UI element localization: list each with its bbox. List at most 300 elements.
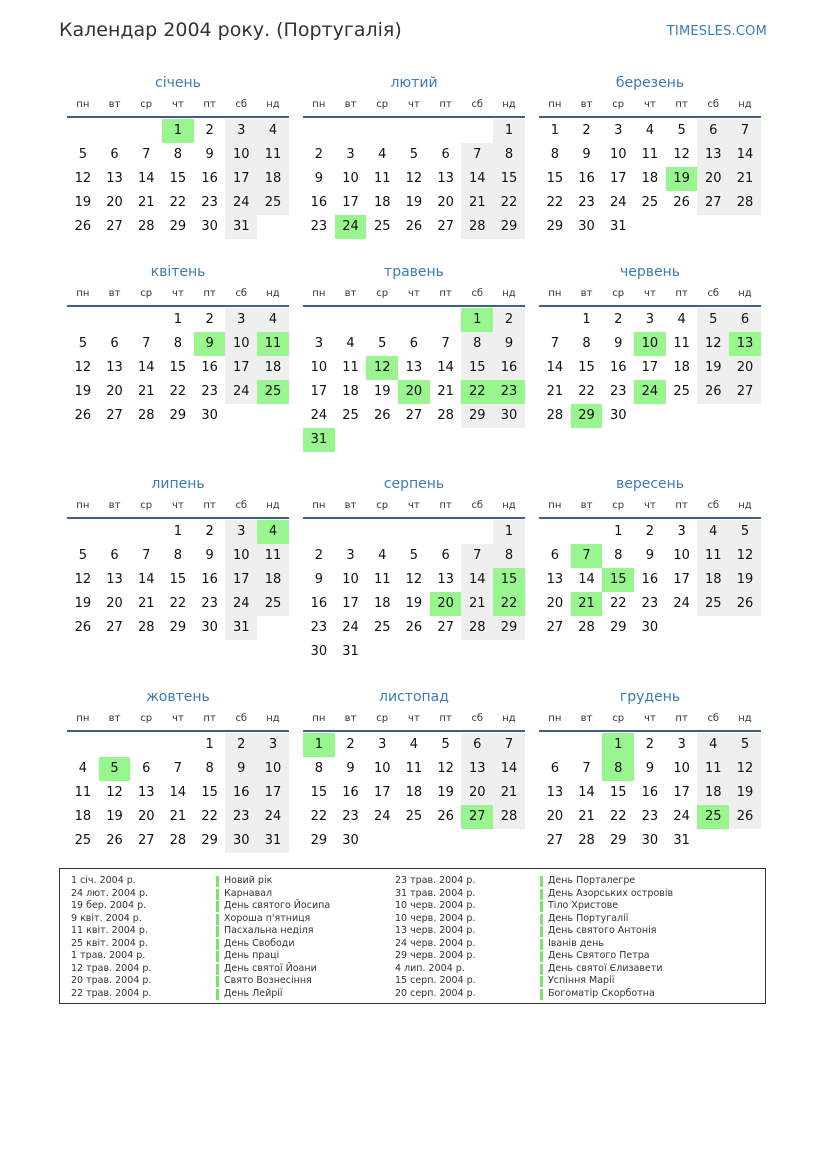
empty-cell: [130, 520, 162, 544]
empty-cell: [67, 520, 99, 544]
legend-marker: [216, 939, 219, 950]
day: 2: [582, 123, 591, 138]
weekday-label: пн: [548, 288, 562, 299]
weekday-label: сб: [235, 713, 248, 724]
empty-cell: [571, 520, 603, 544]
day: 2: [314, 548, 323, 563]
weekday-label: ср: [612, 500, 625, 511]
day: 13: [546, 785, 564, 800]
day: 2: [205, 312, 214, 327]
day: 14: [437, 360, 454, 375]
day: 28: [461, 215, 493, 239]
day: 8: [173, 147, 183, 162]
day: 24: [225, 592, 257, 616]
day-grid: [303, 520, 525, 664]
day: 26: [673, 195, 690, 210]
day: 14: [137, 572, 155, 587]
weekday-label: сб: [707, 500, 720, 511]
day: 23: [201, 596, 218, 611]
empty-cell: [539, 520, 571, 544]
day: 7: [461, 143, 493, 167]
weekday-label: чт: [408, 713, 420, 724]
weekday-label: сб: [471, 713, 484, 724]
day: 30: [609, 408, 627, 423]
holiday-day: 9: [194, 332, 226, 356]
day: 23: [201, 195, 218, 210]
day: 21: [461, 191, 493, 215]
day: 16: [201, 572, 218, 587]
day: 22: [493, 191, 525, 215]
day: 17: [609, 171, 627, 186]
day: 9: [205, 548, 214, 563]
month-name: березень: [615, 75, 685, 91]
day: 6: [697, 119, 729, 143]
holiday-day: 1: [602, 733, 634, 757]
weekday-label: сб: [235, 99, 248, 110]
day: 25: [257, 191, 289, 215]
day: 27: [697, 191, 729, 215]
day: 4: [257, 119, 289, 143]
day: 14: [578, 572, 595, 587]
weekday-label: ср: [376, 500, 389, 511]
day: 20: [106, 195, 123, 210]
day: 10: [609, 147, 627, 162]
weekday-label: чт: [644, 288, 656, 299]
day: 15: [493, 167, 525, 191]
legend-holiday-name: Свято Вознесіння: [224, 975, 312, 986]
legend-holiday-name: Новий рік: [224, 875, 273, 886]
day: 12: [673, 147, 690, 162]
weekday-label: чт: [408, 99, 420, 110]
legend-date: 24 лют. 2004 р.: [71, 887, 148, 899]
legend-marker: [216, 889, 219, 900]
month-грудень: [539, 686, 761, 853]
day: 29: [493, 215, 525, 239]
weekday-label: нд: [502, 713, 516, 724]
day: 2: [645, 737, 655, 752]
day: 22: [578, 384, 595, 399]
day: 6: [110, 147, 119, 162]
holiday-day: 7: [571, 544, 603, 568]
weekday-label: пт: [203, 500, 216, 511]
legend-marker: [540, 989, 543, 1000]
day: 17: [225, 167, 257, 191]
day: 27: [437, 219, 454, 234]
weekday-label: сб: [471, 99, 484, 110]
day: 13: [546, 572, 564, 587]
day: 6: [409, 336, 419, 351]
month-name: липень: [151, 476, 205, 492]
day: 14: [137, 360, 155, 375]
weekday-label: сб: [235, 288, 248, 299]
day: 17: [673, 785, 690, 800]
day: 8: [173, 548, 183, 563]
weekday-label: вт: [344, 288, 357, 299]
day: 8: [461, 332, 493, 356]
empty-cell: [461, 520, 493, 544]
day: 10: [225, 332, 257, 356]
empty-cell: [67, 119, 99, 143]
holiday-day: 31: [303, 428, 335, 452]
legend-date: 31 трав. 2004 р.: [395, 887, 476, 899]
day: 23: [310, 620, 328, 635]
weekday-label: нд: [502, 99, 516, 110]
day: 13: [437, 572, 454, 587]
day: 19: [74, 384, 92, 399]
month-серпень: [303, 473, 525, 664]
legend-holiday-name: День Святого Петра: [548, 950, 650, 961]
day: 20: [546, 809, 564, 824]
day: 12: [729, 544, 761, 568]
day: 7: [142, 336, 151, 351]
day: 11: [373, 572, 391, 587]
day: 19: [405, 195, 423, 210]
day: 22: [609, 809, 627, 824]
weekday-label: нд: [738, 99, 752, 110]
legend-date: 20 трав. 2004 р.: [71, 975, 152, 986]
day: 3: [677, 737, 686, 752]
day: 12: [697, 332, 729, 356]
legend-date: 10 черв. 2004 р.: [395, 912, 476, 924]
day: 17: [342, 195, 359, 210]
holiday-day: 24: [634, 380, 666, 404]
day: 28: [493, 805, 525, 829]
legend-date: 12 трав. 2004 р.: [71, 962, 152, 974]
day: 4: [645, 123, 655, 138]
day: 9: [493, 332, 525, 356]
weekday-label: чт: [644, 99, 656, 110]
weekday-label: нд: [738, 500, 752, 511]
holiday-day: 11: [257, 332, 289, 356]
empty-cell: [303, 520, 335, 544]
day: 18: [257, 568, 289, 592]
day: 24: [673, 809, 690, 824]
day: 12: [405, 171, 423, 186]
day: 10: [225, 143, 257, 167]
legend-holiday-name: День святого Антонія: [548, 925, 657, 936]
legend-holiday-name: Пасхальна неділя: [224, 925, 314, 936]
weekday-header: [67, 708, 289, 732]
day: 9: [645, 761, 655, 776]
day-grid: [67, 119, 289, 239]
legend-marker: [540, 976, 543, 987]
day: 19: [437, 785, 454, 800]
day: 15: [169, 171, 187, 186]
day: 3: [225, 520, 257, 544]
weekday-label: чт: [172, 713, 184, 724]
weekday-label: чт: [172, 500, 184, 511]
day: 13: [106, 572, 123, 587]
day: 23: [641, 596, 659, 611]
weekday-label: вт: [108, 99, 121, 110]
legend-date: 9 квіт. 2004 р.: [71, 912, 142, 924]
empty-cell: [539, 733, 571, 757]
holiday-day: 1: [303, 733, 335, 757]
weekday-header: [67, 283, 289, 307]
weekday-label: пт: [675, 288, 688, 299]
day: 13: [106, 171, 123, 186]
day: 30: [641, 833, 659, 848]
day: 12: [74, 572, 92, 587]
day: 5: [78, 147, 87, 162]
day: 7: [142, 548, 151, 563]
empty-cell: [335, 119, 367, 143]
day: 29: [169, 219, 187, 234]
month-name: лютий: [390, 75, 438, 91]
day: 24: [310, 408, 328, 423]
weekday-label: ср: [612, 713, 625, 724]
day: 7: [550, 336, 559, 351]
day: 12: [74, 171, 92, 186]
day: 10: [673, 761, 690, 776]
legend-date: 20 серп. 2004 р.: [395, 987, 476, 999]
day: 31: [609, 219, 627, 234]
day: 5: [409, 548, 419, 563]
day: 1: [173, 524, 183, 539]
weekday-label: пн: [312, 713, 326, 724]
day: 5: [78, 548, 87, 563]
legend-holiday-name: Іванів день: [548, 937, 604, 949]
weekday-label: чт: [172, 99, 184, 110]
month-name: червень: [619, 264, 681, 280]
weekday-label: ср: [612, 288, 625, 299]
weekday-label: вт: [580, 500, 593, 511]
day: 30: [201, 408, 218, 423]
day: 1: [493, 119, 525, 143]
day: 4: [378, 548, 387, 563]
day: 11: [257, 544, 289, 568]
month-липень: [67, 473, 289, 640]
day: 25: [373, 219, 391, 234]
day: 9: [614, 336, 623, 351]
day: 9: [205, 147, 214, 162]
day: 20: [461, 781, 493, 805]
day: 11: [641, 147, 659, 162]
day: 22: [169, 195, 187, 210]
day: 20: [697, 167, 729, 191]
day: 29: [493, 616, 525, 640]
site-link[interactable]: TIMESLES.COM: [666, 24, 767, 39]
day: 4: [697, 733, 729, 757]
day-grid: [539, 308, 761, 428]
day: 2: [225, 733, 257, 757]
day: 7: [461, 544, 493, 568]
day: 10: [225, 544, 257, 568]
day: 26: [74, 620, 92, 635]
day: 21: [137, 384, 155, 399]
day: 11: [257, 143, 289, 167]
weekday-label: ср: [376, 713, 389, 724]
month-квітень: [67, 261, 289, 428]
day: 6: [441, 548, 450, 563]
empty-cell: [130, 119, 162, 143]
day: 4: [409, 737, 419, 752]
legend-date: 13 черв. 2004 р.: [395, 925, 476, 936]
day: 7: [582, 761, 591, 776]
weekday-label: пт: [203, 99, 216, 110]
empty-cell: [130, 308, 162, 332]
day: 25: [342, 408, 359, 423]
day: 5: [697, 308, 729, 332]
day: 24: [225, 380, 257, 404]
day: 14: [578, 785, 595, 800]
day: 4: [78, 761, 87, 776]
weekday-label: ср: [612, 99, 625, 110]
weekday-label: пн: [76, 288, 90, 299]
month-листопад: [303, 686, 525, 853]
weekday-label: пт: [675, 500, 688, 511]
day: 30: [342, 833, 359, 848]
weekday-label: вт: [344, 500, 357, 511]
legend-date: 15 серп. 2004 р.: [395, 975, 476, 986]
holiday-day: 21: [571, 592, 603, 616]
day: 16: [641, 572, 659, 587]
day: 9: [645, 548, 655, 563]
empty-cell: [99, 308, 131, 332]
day: 8: [614, 548, 623, 563]
legend-holiday-name: День Португалії: [548, 912, 629, 924]
day: 22: [201, 809, 218, 824]
day: 12: [729, 757, 761, 781]
day: 16: [493, 356, 525, 380]
empty-cell: [430, 119, 462, 143]
day: 21: [137, 195, 155, 210]
day: 15: [169, 360, 187, 375]
day: 28: [461, 616, 493, 640]
weekday-label: пн: [312, 99, 326, 110]
day: 30: [641, 620, 659, 635]
weekday-label: пт: [439, 713, 452, 724]
day: 14: [546, 360, 564, 375]
day: 17: [641, 360, 659, 375]
day: 1: [173, 312, 183, 327]
weekday-label: нд: [738, 288, 752, 299]
weekday-label: ср: [140, 500, 153, 511]
legend-holiday-name: Успіння Марії: [548, 975, 615, 986]
weekday-label: нд: [502, 500, 516, 511]
day: 14: [461, 167, 493, 191]
day: 14: [169, 785, 187, 800]
day: 11: [697, 544, 729, 568]
holiday-day: 20: [430, 592, 462, 616]
weekday-label: сб: [471, 500, 484, 511]
day: 30: [310, 644, 328, 659]
day: 1: [582, 312, 591, 327]
month-лютий: [303, 72, 525, 239]
day: 11: [342, 360, 359, 375]
day: 26: [74, 408, 92, 423]
weekday-label: пт: [203, 288, 216, 299]
day: 17: [225, 356, 257, 380]
day: 27: [106, 408, 123, 423]
weekday-label: пт: [439, 500, 452, 511]
day: 25: [373, 620, 391, 635]
day: 19: [697, 356, 729, 380]
holiday-legend: [59, 868, 766, 1004]
weekday-label: пн: [312, 500, 326, 511]
day: 17: [225, 568, 257, 592]
day: 10: [373, 761, 391, 776]
day: 8: [173, 336, 183, 351]
day: 13: [405, 360, 423, 375]
day: 7: [173, 761, 183, 776]
legend-marker: [216, 964, 219, 975]
legend-holiday-name: Хороша п'ятниця: [224, 912, 311, 924]
day: 8: [205, 761, 214, 776]
legend-date: 10 черв. 2004 р.: [395, 900, 476, 911]
day: 27: [729, 380, 761, 404]
day: 10: [257, 757, 289, 781]
day: 21: [578, 809, 595, 824]
legend-date: 19 бер. 2004 р.: [71, 900, 147, 911]
weekday-label: пт: [203, 713, 216, 724]
day: 3: [225, 119, 257, 143]
empty-cell: [335, 520, 367, 544]
day: 29: [609, 620, 627, 635]
day: 19: [729, 781, 761, 805]
day: 20: [437, 195, 454, 210]
day-grid: [303, 119, 525, 239]
day: 14: [493, 757, 525, 781]
day: 4: [677, 312, 686, 327]
day: 26: [373, 408, 391, 423]
empty-cell: [130, 733, 162, 757]
day: 3: [346, 548, 355, 563]
day: 11: [673, 336, 690, 351]
day: 23: [310, 219, 328, 234]
weekday-label: чт: [408, 500, 420, 511]
day: 25: [74, 833, 92, 848]
legend-holiday-name: Карнавал: [224, 887, 273, 899]
day: 3: [257, 733, 289, 757]
day: 31: [342, 644, 359, 659]
day: 26: [74, 219, 92, 234]
day: 5: [729, 733, 761, 757]
weekday-header: [303, 708, 525, 732]
day: 25: [673, 384, 690, 399]
day: 7: [441, 336, 450, 351]
day: 13: [106, 360, 123, 375]
day: 17: [673, 572, 690, 587]
empty-cell: [366, 119, 398, 143]
day: 19: [405, 596, 423, 611]
month-name: квітень: [150, 264, 206, 280]
day: 26: [437, 809, 454, 824]
day: 12: [405, 572, 423, 587]
legend-marker: [540, 889, 543, 900]
day: 8: [550, 147, 559, 162]
day-grid: [67, 308, 289, 428]
day: 10: [342, 572, 359, 587]
weekday-label: пн: [76, 99, 90, 110]
day: 17: [310, 384, 328, 399]
empty-cell: [461, 119, 493, 143]
weekday-label: пн: [76, 500, 90, 511]
day: 15: [201, 785, 218, 800]
holiday-day: 4: [257, 520, 289, 544]
weekday-label: нд: [266, 288, 280, 299]
day: 9: [314, 171, 323, 186]
day: 11: [74, 785, 92, 800]
day: 12: [106, 785, 123, 800]
day: 19: [373, 384, 391, 399]
holiday-day: 1: [162, 119, 194, 143]
empty-cell: [571, 733, 603, 757]
day: 6: [441, 147, 450, 162]
weekday-label: нд: [266, 99, 280, 110]
legend-marker: [216, 926, 219, 937]
day: 18: [373, 596, 391, 611]
